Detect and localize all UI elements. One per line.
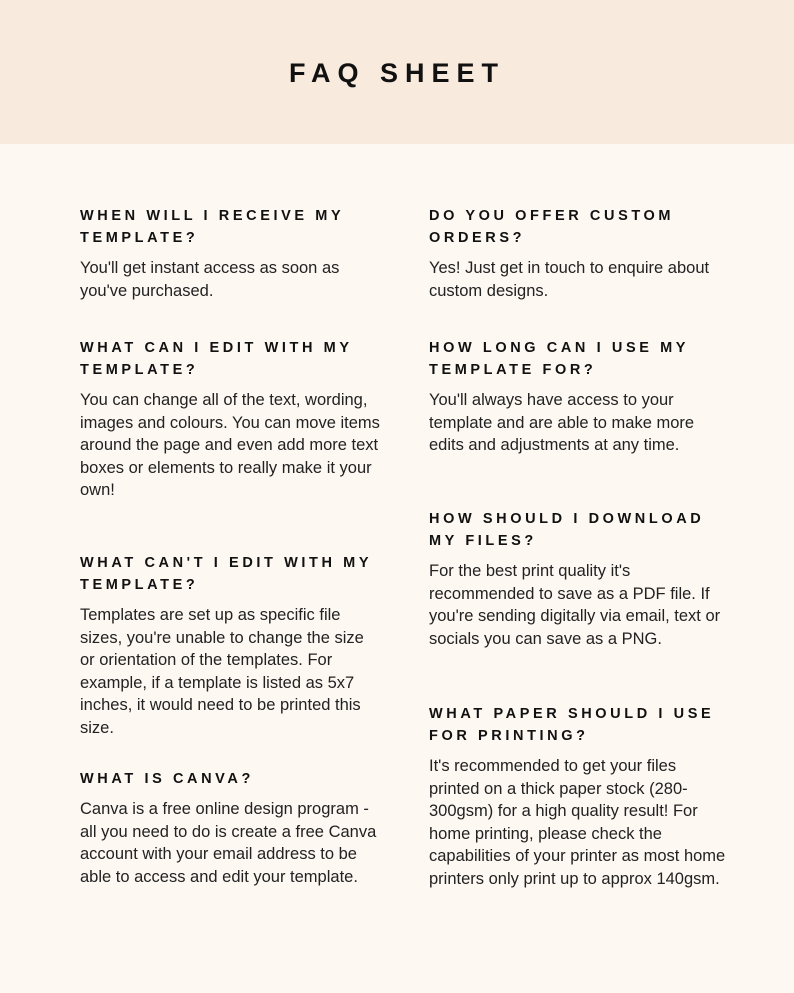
faq-question: HOW SHOULD I DOWNLOAD MY FILES? xyxy=(429,511,705,549)
faq-item xyxy=(429,205,729,302)
faq-item xyxy=(80,768,380,888)
faq-item xyxy=(429,337,729,457)
faq-answer: You'll always have access to your template and are able to make more edits and adjustments at any time. xyxy=(429,391,695,455)
header-banner xyxy=(0,0,794,144)
faq-item xyxy=(80,337,380,502)
faq-question: WHAT CAN'T I EDIT WITH MY TEMPLATE? xyxy=(80,555,372,593)
faq-question: DO YOU OFFER CUSTOM ORDERS? xyxy=(429,208,675,246)
faq-item xyxy=(80,205,380,302)
faq-answer: Yes! Just get in touch to enquire about custom designs. xyxy=(429,259,710,300)
faq-question: WHAT CAN I EDIT WITH MY TEMPLATE? xyxy=(80,340,353,378)
faq-item xyxy=(429,703,729,891)
faq-answer: Templates are set up as specific file sizes, you're unable to change the size or orientation of the templates. For example, if a template is listed as 5x7 inches, it would need to be printed this size. xyxy=(80,606,364,737)
faq-answer: You'll get instant access as soon as you've purchased. xyxy=(80,259,340,300)
faq-question: HOW LONG CAN I USE MY TEMPLATE FOR? xyxy=(429,340,689,378)
faq-question: WHEN WILL I RECEIVE MY TEMPLATE? xyxy=(80,208,344,246)
faq-answer: Canva is a free online design program - all you need to do is create a free Canva account with your email address to be able to access and edit your template. xyxy=(80,800,377,886)
faq-answer: For the best print quality it's recommended to save as a PDF file. If you're sending digitally via email, text or socials you can save as a PNG. xyxy=(429,562,721,648)
page-title: FAQ SHEET xyxy=(288,58,506,88)
faq-answer: You can change all of the text, wording, images and colours. You can move items around the page and even add more text boxes or elements to really make it your own! xyxy=(80,391,380,500)
faq-question: WHAT IS CANVA? xyxy=(80,771,254,787)
faq-item xyxy=(80,552,380,740)
faq-answer: It's recommended to get your files printed on a thick paper stock (280-300gsm) for a high quality result! For home printing, please check the capabilities of your printer as most home printers only print up to approx 140gsm. xyxy=(429,757,726,888)
faq-question: WHAT PAPER SHOULD I USE FOR PRINTING? xyxy=(429,706,715,744)
faq-item xyxy=(429,508,729,650)
